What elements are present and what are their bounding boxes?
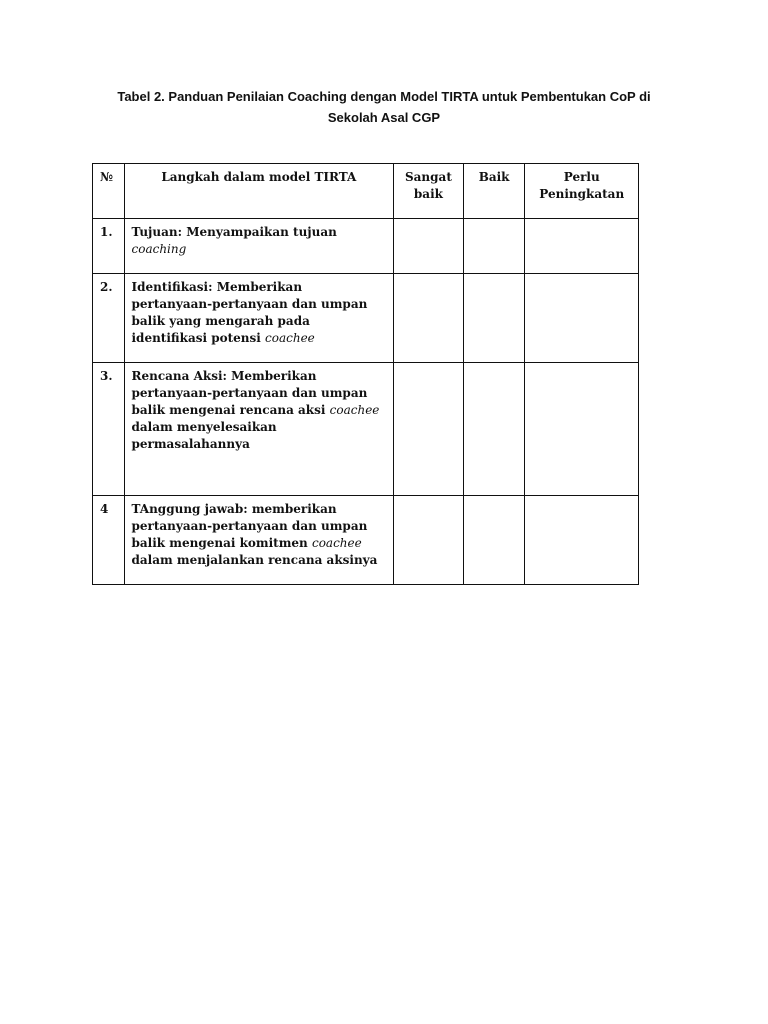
row-step-text-after: dalam menyelesaikan permasalahannya <box>131 420 277 451</box>
header-perlu-line2: Peningkatan <box>539 187 625 201</box>
table-row <box>93 363 639 496</box>
cell-perlu-peningkatan[interactable] <box>525 219 639 274</box>
table-caption <box>96 86 672 128</box>
row-step-italic: coaching <box>131 242 187 256</box>
row-number: 2. <box>93 274 125 363</box>
row-step-text-after: dalam menjalankan rencana aksinya <box>131 553 378 567</box>
row-number: 4 <box>93 496 125 585</box>
row-step-text: Identifikasi: Memberikan pertanyaan-pertanyaan dan umpan balik yang mengarah pada identifikasi potensi <box>131 280 368 345</box>
cell-perlu-peningkatan[interactable] <box>525 496 639 585</box>
row-number: 1. <box>93 219 125 274</box>
header-step: Langkah dalam model TIRTA <box>124 164 394 219</box>
header-baik: Baik <box>463 164 525 219</box>
caption-line-1: Tabel 2. Panduan Penilaian Coaching dengan Model TIRTA untuk Pembentukan CoP di <box>117 89 651 104</box>
assessment-table <box>92 163 639 585</box>
cell-sangat-baik[interactable] <box>394 219 464 274</box>
header-perlu-peningkatan <box>525 164 639 219</box>
row-number: 3. <box>93 363 125 496</box>
row-step-text: TAnggung jawab: memberikan pertanyaan-pertanyaan dan umpan balik mengenai komitmen <box>131 502 368 550</box>
header-sangat-baik-line1: Sangat <box>404 170 452 184</box>
cell-sangat-baik[interactable] <box>394 274 464 363</box>
header-perlu-line1: Perlu <box>563 170 600 184</box>
header-sangat-baik <box>394 164 464 219</box>
cell-perlu-peningkatan[interactable] <box>525 274 639 363</box>
row-step-text: Tujuan: Menyampaikan tujuan <box>131 225 337 239</box>
cell-sangat-baik[interactable] <box>394 363 464 496</box>
row-step <box>124 274 394 363</box>
cell-baik[interactable] <box>463 363 525 496</box>
table-row <box>93 496 639 585</box>
cell-baik[interactable] <box>463 219 525 274</box>
cell-baik[interactable] <box>463 274 525 363</box>
row-step-italic: coachee <box>329 403 380 417</box>
row-step <box>124 219 394 274</box>
row-step-italic: coachee <box>311 536 362 550</box>
cell-perlu-peningkatan[interactable] <box>525 363 639 496</box>
table-row <box>93 274 639 363</box>
row-step-text: Rencana Aksi: Memberikan pertanyaan-pertanyaan dan umpan balik mengenai rencana aksi <box>131 369 368 417</box>
header-sangat-baik-line2: baik <box>413 187 443 201</box>
row-step <box>124 363 394 496</box>
header-no: № <box>93 164 125 219</box>
cell-sangat-baik[interactable] <box>394 496 464 585</box>
header-row <box>93 164 639 219</box>
table-row <box>93 219 639 274</box>
caption-line-2: Sekolah Asal CGP <box>327 110 441 125</box>
cell-baik[interactable] <box>463 496 525 585</box>
row-step <box>124 496 394 585</box>
row-step-italic: coachee <box>265 331 315 345</box>
